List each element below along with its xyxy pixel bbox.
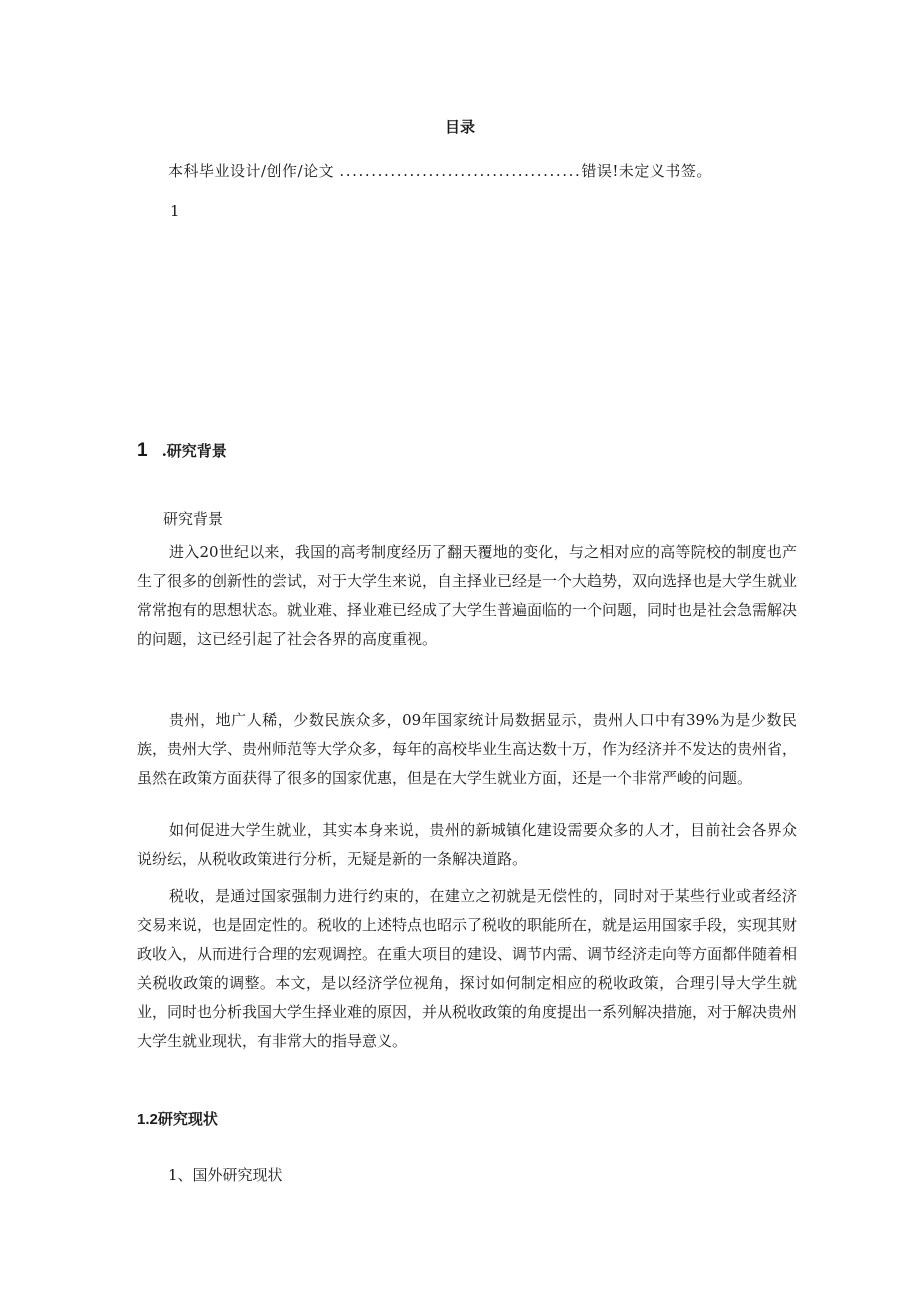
- section-heading-1-title: .研究背景: [161, 442, 227, 460]
- section-sub-label: 研究背景: [163, 510, 224, 528]
- body-paragraph: 贵州，地广人稀，少数民族众多，09年国家统计局数据显示，贵州人口中有39%为是少数民族，贵州大学、贵州师范等大学众多，每年的高校毕业生高达数十万，作为经济并不发达的贵州省，虽然在政策方面获得了很多的国家优惠，但是在大学生就业方面，还是一个非常严峻的问题。: [137, 711, 798, 787]
- subsection-heading: 1、国外研究现状: [168, 1166, 283, 1184]
- section-heading-1: [137, 432, 227, 464]
- section-heading-2-number: 1.2: [137, 1111, 158, 1128]
- toc-entry-label: 本科毕业设计/创作/论文: [168, 162, 335, 180]
- body-paragraph: 税收，是通过国家强制力进行约束的，在建立之初就是无偿性的，同时对于某些行业或者经济交易来说，也是固定性的。税收的上述特点也昭示了税收的职能所在，就是运用国家手段，实现其财政收入，从而进行合理的宏观调控。在重大项目的建设、调节内需、调节经济走向等方面都伴随着相关税收政策的调整。本文，是以经济学位视角，探讨如何制定相应的税收政策，合理引导大学生就业，同时也分析我国大学生择业难的原因，并从税收政策的角度提出一系列解决措施，对于解决贵州大学生就业现状，有非常大的指导意义。: [137, 887, 798, 1050]
- section-heading-2-title: 研究现状: [157, 1110, 218, 1128]
- toc-title: 目录: [444, 118, 475, 136]
- section-heading-2: [137, 1106, 218, 1133]
- toc-entry-error-text: 错误!未定义书签。: [581, 162, 712, 180]
- toc-entry[interactable]: [168, 160, 712, 182]
- body-paragraph: 如何促进大学生就业，其实本身来说，贵州的新城镇化建设需要众多的人才，目前社会各界众说纷纭，从税收政策进行分析，无疑是新的一条解决道路。: [137, 821, 797, 868]
- section-heading-1-number: 1: [137, 440, 148, 461]
- body-paragraph: 进入20世纪以来，我国的高考制度经历了翻天覆地的变化，与之相对应的高等院校的制度也产生了很多的创新性的尝试，对于大学生来说，自主择业已经是一个大趋势，双向选择也是大学生就业常常抱有的思想状态。就业难、择业难已经成了大学生普遍面临的一个问题，同时也是社会急需解决的问题，这已经引起了社会各界的高度重视。: [137, 543, 798, 648]
- toc-entry-leader-dots: ......................................: [339, 162, 582, 180]
- toc-entry-page-number: 1: [170, 202, 180, 220]
